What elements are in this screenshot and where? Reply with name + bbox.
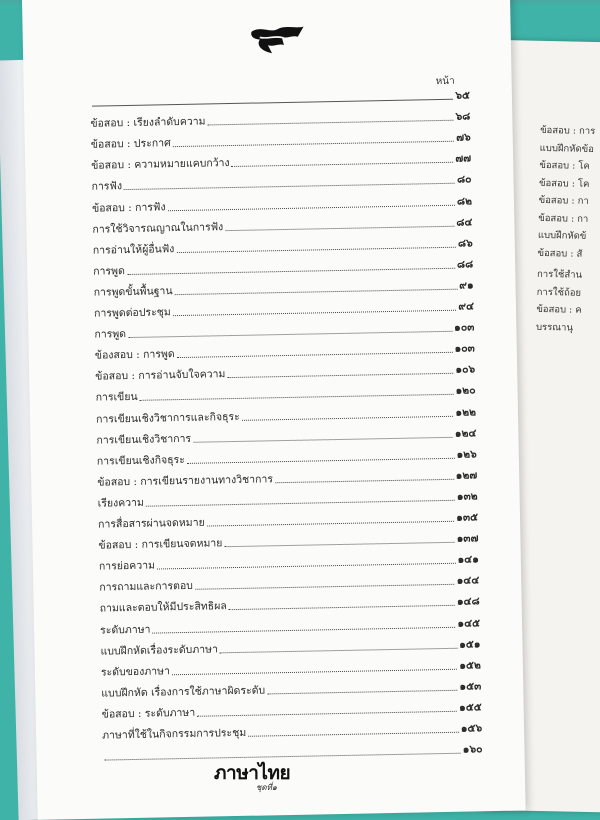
toc-entry-page: ๑๒๒ [455, 405, 477, 419]
toc-page [22, 0, 526, 820]
toc-entry-title: การสื่อสารผ่านจดหมาย [97, 516, 205, 531]
toc-entry-title: ระดับภาษา [99, 623, 151, 637]
dot-leader [227, 373, 453, 378]
toc-entry-title: ข้อสอบ : การฟัง [91, 200, 166, 215]
toc-entry-page: ๑๐๓ [453, 321, 475, 334]
toc-entry-title: การเขียนเชิงวิชาการและกิจธุระ [95, 410, 240, 426]
toc-entry-page: ๑๖๐ [462, 743, 483, 756]
dot-leader [157, 563, 456, 570]
dot-leader [177, 352, 453, 358]
dot-leader [153, 626, 456, 633]
toc-entry-title: การฟัง [91, 180, 123, 194]
toc-entry-page: ๑๕๓ [459, 680, 482, 693]
dot-leader [248, 732, 459, 737]
next-page-entry: การใช้สำน [536, 268, 583, 281]
dot-leader [225, 225, 454, 230]
toc-entry-page: ๑๓๒ [456, 490, 478, 503]
next-page-entry: ข้อสอบ : กา [538, 212, 589, 225]
dot-leader [267, 690, 457, 695]
dot-leader [187, 457, 455, 463]
toc-entry-title: ข้อสอบ : ความหมายแคบกว้าง [91, 157, 230, 172]
toc-entry-page: ๘๖ [457, 237, 473, 250]
dot-leader [207, 521, 455, 527]
toc-entry-page: ๘๒ [456, 194, 473, 208]
toc-entry-page: ๑๒๔ [454, 426, 477, 440]
toc-entry-page: ๙๑ [459, 279, 474, 292]
toc-entry-title: ข้องสอบ : การพูด [94, 348, 175, 362]
dot-leader [124, 183, 455, 190]
toc-entry-title: ข้อสอบ : ระดับภาษา [101, 706, 196, 721]
toc-entry-page: ๑๓๗ [456, 532, 479, 545]
toc-entry-page: ๑๕๖ [460, 722, 483, 735]
toc-entry-page: ๑๔๘ [456, 595, 480, 609]
next-page-entry: ข้อสอบ : การ [540, 124, 596, 138]
dot-leader [173, 141, 454, 147]
toc-entry-page: ๖๕ [455, 89, 471, 102]
dot-leader [173, 310, 457, 316]
page-column-label: หน้า [435, 75, 455, 88]
toc-entry-page: ๑๓๕ [456, 511, 479, 524]
toc-entry-title: ข้อสอบ : ประกาศ [90, 137, 171, 151]
toc-entry-page: ๖๘ [455, 110, 471, 123]
toc-entry-page: ๙๔ [458, 300, 475, 313]
toc-entry-page: ๘๐ [456, 173, 472, 187]
toc-entry-page: ๑๕๒ [459, 659, 481, 672]
dot-leader [127, 268, 455, 275]
toc-entry-page: ๑๒๐ [455, 384, 476, 398]
dot-leader [229, 605, 455, 610]
toc-entry-page: ๑๐๖ [455, 363, 476, 377]
toc-entry [102, 739, 482, 764]
toc-entry-page: ๑๔๑ [457, 553, 479, 566]
dot-leader [275, 479, 454, 483]
dot-leader [146, 500, 455, 507]
dot-leader [208, 120, 454, 126]
toc-entry-title: การเขียนเชิงวิชาการ [96, 432, 192, 447]
toc-entry-page: ๑๔๕ [457, 616, 481, 630]
next-page-entry: การใช้ถ้อย [536, 286, 582, 299]
dot-leader [232, 162, 454, 167]
next-page-entry: ข้อสอบ : โค [539, 159, 590, 172]
dot-leader [175, 289, 458, 295]
dot-leader [168, 204, 455, 211]
brand-logo: ภาษาไทย [214, 762, 291, 784]
toc-entry-page: ๗๖ [456, 131, 471, 144]
toc-entry-title: แบบฝึกหัด เรื่องการใช้ภาษาผิดระดับ [101, 684, 266, 700]
toc-entry-title: การพูดขั้นพื้นฐาน [93, 285, 173, 299]
dot-leader [220, 647, 457, 653]
toc-entry-title: การถามและการตอบ [99, 580, 193, 594]
toc-entry-title: การพูดต่อประชุม [93, 306, 171, 320]
toc-entry-title: ภาษาที่ใช้ในกิจกรรมการประชุม [102, 726, 247, 742]
dot-leader [92, 99, 453, 107]
toc-entry-title: การย่อความ [98, 559, 156, 573]
toc-entry-page: ๑๔๔ [456, 574, 480, 588]
toc-entry-page: ๑๐๓ [454, 342, 475, 355]
next-page-entry: ข้อสอบ : ค [536, 303, 582, 316]
toc-entry-title: ระดับของภาษา [100, 664, 171, 679]
next-page-entry: ข้อสอบ : สั [537, 247, 583, 260]
dot-leader [193, 436, 453, 442]
toc-entry-title: แบบฝึกหัดเรื่องระดับภาษา [100, 642, 219, 658]
toc-entry-page: ๑๒๗ [455, 469, 478, 482]
toc-entry-title: การพูด [93, 264, 125, 278]
toc-entry-page: ๑๒๖ [456, 448, 477, 461]
dot-leader [172, 668, 457, 674]
toc-entry-title: การพูด [94, 328, 127, 341]
dot-leader [140, 394, 454, 401]
toc-entry-title: เรียงความ [97, 496, 145, 510]
toc-entry-page: ๑๕๕ [458, 701, 482, 714]
next-page-entry: บรรณานุ [535, 321, 573, 334]
dot-leader [224, 542, 454, 547]
dot-leader [176, 246, 456, 252]
dot-leader [128, 331, 452, 338]
toc-entry-title: การเขียน [95, 391, 138, 405]
toc-entry-title: ข้อสอบ : เรียงลำดับความ [90, 115, 206, 130]
next-page-entry: แบบฝึกหัดข้ [537, 229, 587, 242]
toc-entry-page: ๑๕๑ [459, 637, 481, 651]
toc-entry-title: ถามและตอบให้มีประสิทธิผล [99, 600, 227, 616]
next-page-entry: ข้อสอบ : โค [538, 177, 590, 190]
toc-entry-title: การอ่านให้ผู้อื่นฟัง [92, 242, 175, 257]
toc-entry-title: ข้อสอบ : การเขียนจดหมาย [98, 537, 223, 552]
toc-entry-page: ๗๗ [455, 152, 472, 166]
toc-entry-page: ๘๔ [456, 215, 473, 229]
dot-leader [242, 415, 454, 420]
next-page-entry: แบบฝึกหัดข้อ [539, 142, 594, 155]
brand-subtitle: ชุดที่๑ [256, 783, 277, 792]
toc-entry-title: การเขียนเชิงกิจธุระ [96, 453, 186, 468]
toc-entry-title: ข้อสอบ : การอ่านจับใจความ [95, 368, 226, 383]
toc-entry-page: ๘๘ [456, 258, 474, 271]
toc-entry-title: ข้อสอบ : การเขียนรายงานทางวิชาการ [97, 473, 274, 489]
dot-leader [195, 584, 455, 590]
dot-leader [197, 711, 457, 717]
ornament-logo-icon [247, 23, 308, 58]
toc-entry-title: การใช้วิจารณญาณในการฟัง [92, 220, 224, 236]
next-page-entry: ข้อสอบ : กา [538, 194, 589, 207]
